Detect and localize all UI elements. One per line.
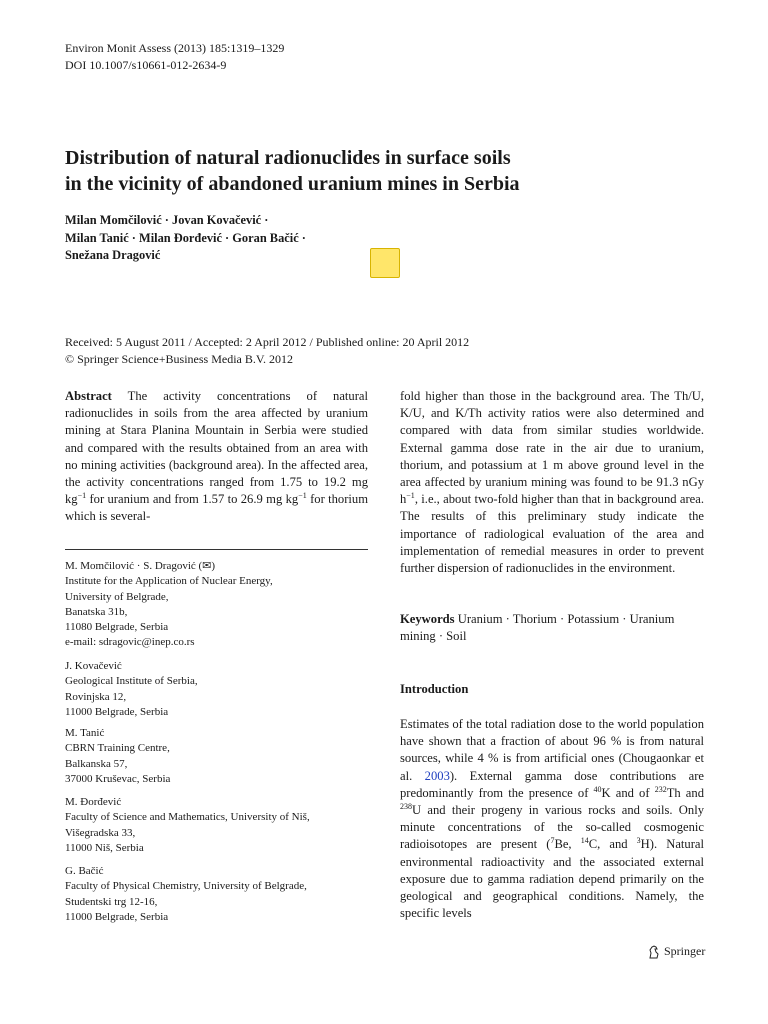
footnote-divider: [65, 549, 368, 550]
affiliation-line: CBRN Training Centre,: [65, 742, 170, 755]
intro-text: Be,: [554, 837, 581, 852]
abstract-text-1: The activity concentrations of natural radionuclides in soils from the area affected by uranium mining at Stara Planina Mountain in Serbia were studied and compared with the results obtained from an area with no mining activities (background area). In the affected area, the activity concentrations ranged from 1.75 to 19.2 mg kg: [65, 389, 368, 507]
doi[interactable]: DOI 10.1007/s10661-012-2634-9: [65, 58, 227, 72]
affiliation-block-4: [65, 795, 365, 856]
affiliation-line: 37000 Kruševac, Serbia: [65, 772, 171, 785]
affiliation-line: Faculty of Science and Mathematics, University of Niš,: [65, 811, 310, 824]
affiliation-line: M. Đorđević: [65, 796, 122, 808]
abstract-text-4: fold higher than those in the background area. The Th/U, K/U, and K/Th activity ratios were also determined and compared with data from similar studies worldwide. External gamma dose rate in the air due to uranium, thorium, and potassium at 1 m above ground level in the area affected by uranium mining was found to be 91.3 nGy h: [400, 389, 704, 507]
abstract-text-2: for uranium and from 1.57 to 26.9 mg kg: [86, 492, 299, 507]
affiliation-line: Rovinjska 12,: [65, 690, 127, 703]
intro-text: H). Natural environmental radioactivity and the associated external exposure due to gamma radiation depend primarily on the geological and geographical conditions. Namely, the specific levels: [400, 837, 704, 921]
abstract-right-column: [400, 388, 704, 577]
affiliation-block-5: [65, 864, 365, 925]
journal-citation: Environ Monit Assess (2013) 185:1319–1329: [65, 41, 285, 55]
affiliation-line: Višegradska 33,: [65, 826, 136, 839]
affiliation-line: G. Bačić: [65, 865, 104, 877]
affiliation-line: 11000 Belgrade, Serbia: [65, 705, 169, 718]
abstract-text-5: , i.e., about two-fold higher than that in background area. The results of this preliminary study indicate the importance of radiological evaluation of the area and implementation of remedial measures in order to prevent further dispersion of radionuclides in the environment.: [400, 492, 704, 576]
keywords-label: Keywords: [400, 612, 455, 626]
intro-text: ). External gamma dose contributions are predominantly from the presence of: [400, 768, 704, 800]
isotope-mass-number: 3: [636, 836, 641, 846]
affiliation-line: Banatska 31b,: [65, 605, 128, 618]
copyright-line: © Springer Science+Business Media B.V. 2012: [65, 352, 293, 366]
isotope-mass-number: 238: [400, 801, 412, 811]
affiliation-line: M. Momčilović · S. Dragović (✉): [65, 560, 216, 572]
intro-text: Th and: [666, 785, 704, 800]
affiliation-line: 11000 Niš, Serbia: [65, 841, 144, 854]
unit-exponent: −1: [406, 491, 415, 501]
affiliation-line: Studentski trg 12-16,: [65, 895, 158, 908]
keywords: [400, 611, 704, 645]
intro-text: Estimates of the total radiation dose to the world population have shown that a fraction of about 96 % is from natural sources, while 4 % is from artificial ones (Chougaonkar et al.: [400, 717, 704, 783]
affiliation-line: 11080 Belgrade, Serbia: [65, 621, 169, 634]
isotope-mass-number: 7: [550, 836, 555, 846]
publication-dates: [65, 334, 469, 368]
author-list: [65, 212, 365, 265]
journal-header: [65, 40, 284, 74]
introduction-paragraph: [400, 716, 704, 922]
affiliation-block-2: [65, 659, 365, 720]
unit-exponent: −1: [298, 491, 307, 501]
affiliation-line: Balkanska 57,: [65, 757, 128, 770]
authors-line-2: Milan Tanić · Milan Đorđević · Goran Bačić ·: [65, 230, 306, 245]
affiliation-block-1: [65, 559, 365, 651]
authors-line-1: Milan Momčilović · Jovan Kovačević ·: [65, 213, 269, 227]
abstract-text-3: for thorium which is several-: [65, 492, 368, 524]
authors-line-3: Snežana Dragović: [65, 248, 161, 262]
paper-title: [65, 145, 705, 197]
publisher-logo: [648, 944, 705, 959]
affiliation-line: Geological Institute of Serbia,: [65, 675, 198, 688]
abstract-label: Abstract: [65, 389, 112, 403]
intro-text: K and of: [601, 785, 655, 800]
keywords-text: Uranium · Thorium · Potassium · Uranium mining · Soil: [400, 612, 675, 644]
dates-line: Received: 5 August 2011 / Accepted: 2 April 2012 / Published online: 20 April 2012: [65, 335, 470, 349]
intro-text: U and their progeny in various rocks and soils. Only minute concentrations of the so-called cosmogenic radioisotopes are present (: [400, 803, 704, 852]
email-link[interactable]: e-mail: sdragovic@inep.co.rs: [65, 636, 195, 649]
publisher-name: Springer: [664, 944, 706, 958]
isotope-mass-number: 40: [593, 784, 602, 794]
title-line-2: in the vicinity of abandoned uranium mines in Serbia: [65, 173, 520, 195]
affiliation-line: University of Belgrade,: [65, 590, 169, 603]
intro-text: C, and: [588, 837, 637, 852]
affiliation-line: Institute for the Application of Nuclear Energy,: [65, 575, 273, 588]
affiliation-block-3: [65, 726, 365, 787]
affiliation-line: J. Kovačević: [65, 660, 122, 672]
springer-horse-icon: [648, 945, 660, 959]
section-heading-introduction: Introduction: [400, 682, 469, 696]
isotope-mass-number: 232: [654, 784, 667, 794]
abstract-left-column: [65, 388, 368, 526]
title-line-1: Distribution of natural radionuclides in surface soils: [65, 147, 511, 169]
unit-exponent: −1: [77, 491, 87, 501]
affiliation-line: M. Tanić: [65, 727, 105, 739]
affiliation-line: 11000 Belgrade, Serbia: [65, 910, 169, 923]
isotope-mass-number: 14: [580, 836, 589, 846]
affiliation-line: Faculty of Physical Chemistry, University of Belgrade,: [65, 880, 307, 893]
sticky-note-annotation[interactable]: [370, 248, 400, 278]
citation-link[interactable]: 2003: [424, 768, 450, 783]
